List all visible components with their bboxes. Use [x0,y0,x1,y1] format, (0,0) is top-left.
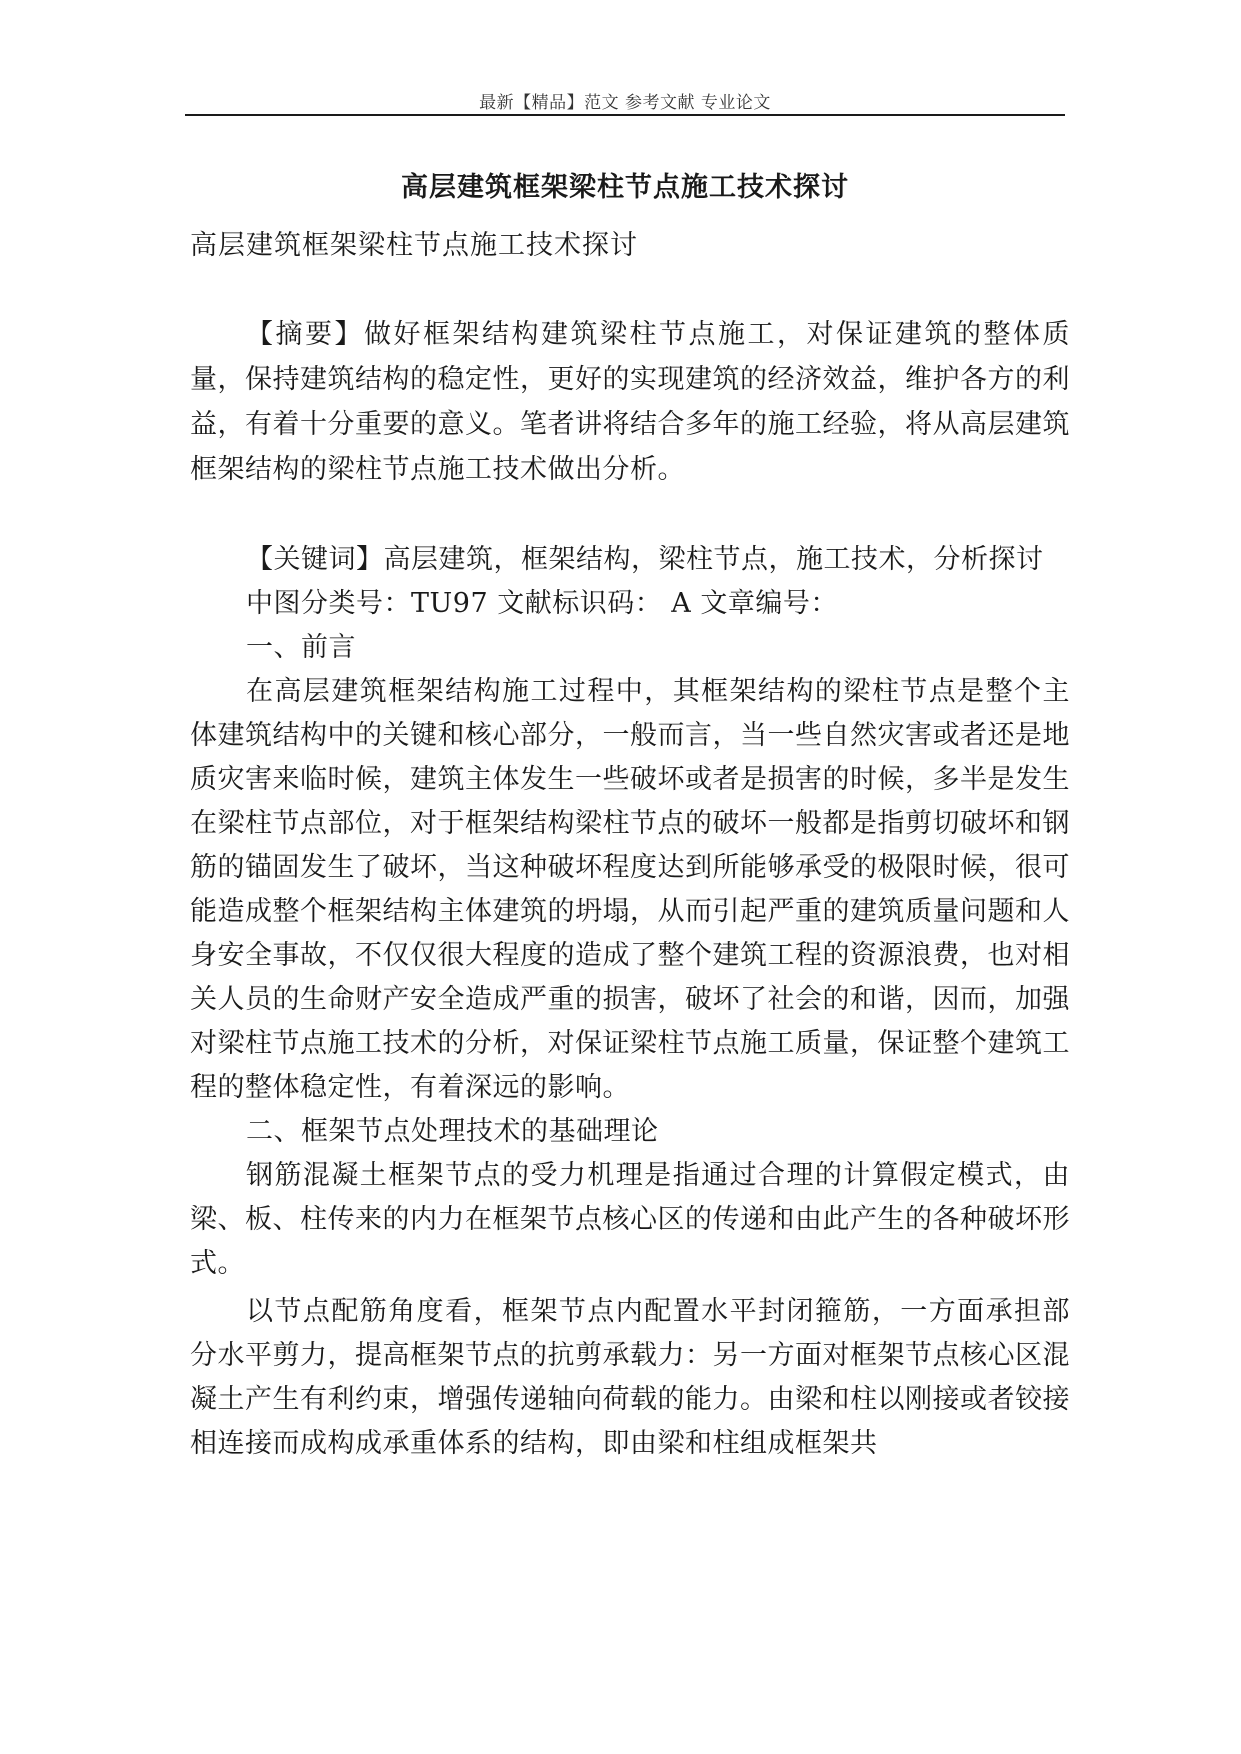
section-1-paragraph: 在高层建筑框架结构施工过程中，其框架结构的梁柱节点是整个主体建筑结构中的关键和核心部分，一般而言，当一些自然灾害或者还是地质灾害来临时候，建筑主体发生一些破坏或者是损害的时候，多半是发生在梁柱节点部位，对于框架结构梁柱节点的破坏一般都是指剪切破坏和钢筋的锚固发生了破坏，当这种破坏程度达到所能够承受的极限时候，很可能造成整个框架结构主体建筑的坍塌，从而引起严重的建筑质量问题和人身安全事故，不仅仅很大程度的造成了整个建筑工程的资源浪费，也对相关人员的生命财产安全造成严重的损害，破坏了社会的和谐，因而，加强对梁柱节点施工技术的分析，对保证梁柱节点施工质量，保证整个建筑工程的整体稳定性，有着深远的影响。 [190,676,1070,1103]
section-2-paragraph-2: 以节点配筋角度看，框架节点内配置水平封闭箍筋，一方面承担部分水平剪力，提高框架节点的抗剪承载力：另一方面对框架节点核心区混凝土产生有利约束，增强传递轴向荷载的能力。由梁和柱以刚接或者铰接相连接而成构成承重体系的结构，即由梁和柱组成框架共 [190,1296,1070,1459]
abstract-paragraph: 【摘要】做好框架结构建筑梁柱节点施工，对保证建筑的整体质量，保持建筑结构的稳定性，更好的实现建筑的经济效益，维护各方的利益，有着十分重要的意义。笔者讲将结合多年的施工经验，将从高层建筑框架结构的梁柱节点施工技术做出分析。 [190,319,1070,485]
keywords-paragraph: 【关键词】高层建筑，框架结构，梁柱节点，施工技术，分析探讨 [246,544,1044,575]
main-text-block [190,538,1070,1466]
classification-line: 中图分类号：TU97 文献标识码： A 文章编号： [246,588,838,619]
page-header: 最新【精品】范文 参考文献 专业论文 [479,93,771,113]
document-subtitle: 高层建筑框架梁柱节点施工技术探讨 [190,230,638,261]
document-title: 高层建筑框架梁柱节点施工技术探讨 [401,172,849,203]
abstract-block [190,312,1070,492]
section-2-paragraph-1: 钢筋混凝土框架节点的受力机理是指通过合理的计算假定模式，由梁、板、柱传来的内力在框架节点核心区的传递和由此产生的各种破坏形式。 [190,1160,1070,1279]
header-divider [185,114,1065,116]
section-2-heading: 二、框架节点处理技术的基础理论 [246,1116,659,1147]
section-1-heading: 一、前言 [246,632,356,663]
